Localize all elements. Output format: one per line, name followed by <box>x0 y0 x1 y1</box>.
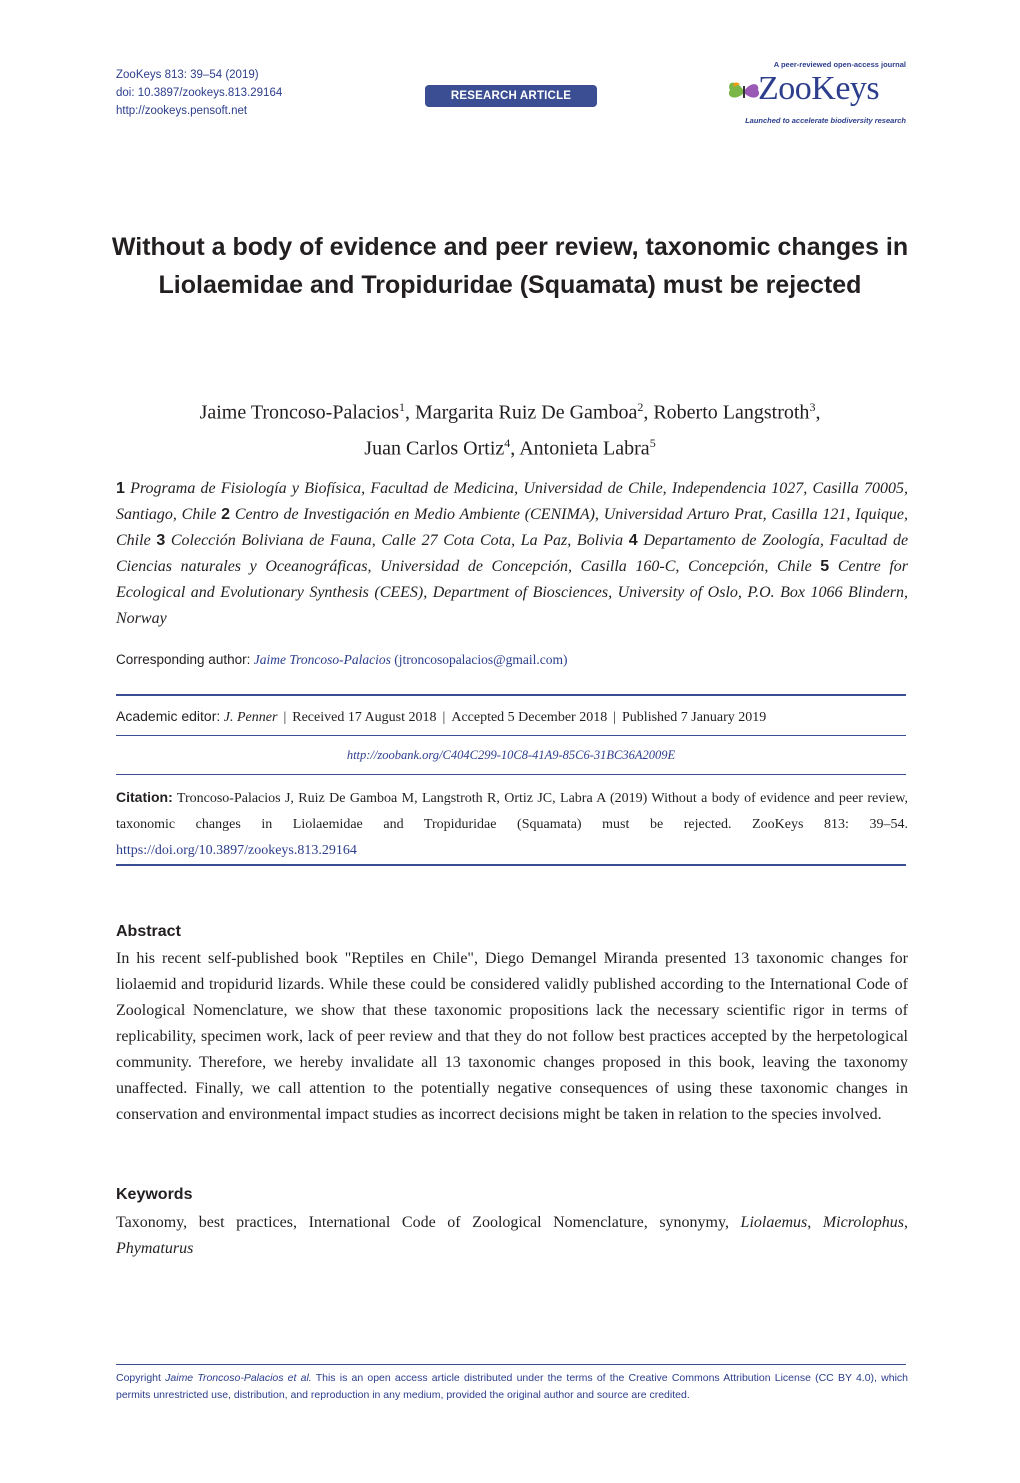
logo-tagline-top: A peer-reviewed open-access journal <box>773 60 906 69</box>
affiliation-text: Programa de Fisiología y Biofísica, Facultad de Medicina, Universidad de Chile, Independencia 1027, Casilla 70005, Santiago, Chile <box>116 480 909 523</box>
published-date: Published 7 January 2019 <box>622 710 767 725</box>
affiliation-number: 4 <box>628 532 638 549</box>
citation-text: Troncoso-Palacios J, Ruiz De Gamboa M, Langstroth R, Ortiz JC, Labra A (2019) Without a body of evidence and peer review, taxonomic changes in Liolaemidae and Tropiduridae (Squamata) must be rejected. ZooKeys 813: 39–54. <box>116 791 909 832</box>
butterfly-icon <box>726 76 762 106</box>
author-affiliation-number: 1 <box>399 400 405 414</box>
logo-brand: ZooKeys <box>758 70 880 107</box>
citation-label: Citation: <box>116 789 173 805</box>
author-separator: , <box>643 401 654 424</box>
copyright-text: This is an open access article distributed under the terms of the Creative Commons Attribution License (CC BY 4.0), which permits unrestricted use, distribution, and reproduction in any medium, provided the original author and source are credited. <box>116 1372 908 1401</box>
author-separator: , <box>405 401 415 424</box>
research-article-badge: RESEARCH ARTICLE <box>425 85 597 107</box>
affiliation-number: 3 <box>156 532 166 549</box>
editor-name: J. Penner <box>223 710 278 725</box>
author-affiliation-number: 4 <box>504 435 511 450</box>
author-affiliation-number: 3 <box>809 400 816 414</box>
author-name: Roberto Langstroth <box>653 401 810 424</box>
abstract-heading: Abstract <box>116 923 181 940</box>
divider-top <box>116 694 906 696</box>
citation <box>116 784 908 864</box>
divider-copyright <box>116 1364 906 1365</box>
keyword-genus: Microlophus <box>822 1214 904 1231</box>
author-affiliation-number: 5 <box>649 435 656 450</box>
journal-meta <box>116 66 282 120</box>
divider-zoobank <box>116 774 906 775</box>
copyright-notice <box>116 1370 908 1404</box>
citation-doi-link[interactable]: https://doi.org/10.3897/zookeys.813.29164 <box>116 843 357 858</box>
divider-dates <box>116 735 906 736</box>
doi-line[interactable]: doi: 10.3897/zookeys.813.29164 <box>116 87 283 99</box>
keywords-plain: Taxonomy, best practices, International Code of Zoological Nomenclature, synonymy, <box>116 1214 741 1231</box>
author-separator: , <box>815 401 821 424</box>
affiliation-text: Centre for Ecological and Evolutionary Synthesis (CEES), Department of Biosciences, University of Oslo, P.O. Box 1066 Blindern, Norway <box>116 558 909 627</box>
author-affiliation-number: 2 <box>637 400 644 414</box>
keyword-separator: , <box>807 1214 823 1231</box>
logo-tagline-bottom: Launched to accelerate biodiversity research <box>745 116 906 125</box>
affiliation-text: Centro de Investigación en Medio Ambiente (CENIMA), Universidad Arturo Prat, Casilla 121, Iquique, Chile <box>116 506 909 549</box>
affiliation-number: 1 <box>116 480 125 497</box>
divider-bottom <box>116 864 906 866</box>
journal-citation-line: ZooKeys 813: 39–54 (2019) <box>116 69 259 81</box>
author-name: Juan Carlos Ortiz <box>364 437 505 460</box>
corresponding-label: Corresponding author: <box>116 652 251 667</box>
keywords-text <box>116 1210 908 1262</box>
keyword-separator: , <box>904 1214 908 1231</box>
corresponding-email[interactable]: (jtroncosopalacios@gmail.com) <box>394 652 568 667</box>
zoobank-link[interactable]: http://zoobank.org/C404C299-10C8-41A9-85C6-31BC36A2009E <box>346 748 676 762</box>
keyword-genus: Phymaturus <box>116 1240 194 1257</box>
affiliation-number: 5 <box>820 558 830 575</box>
author-name: Margarita Ruiz De Gamboa <box>415 401 638 424</box>
affiliation-text: Colección Boliviana de Fauna, Calle 27 Cota Cota, La Paz, Bolivia <box>170 532 624 549</box>
author-list <box>100 392 920 463</box>
accepted-date: Accepted 5 December 2018 <box>451 710 608 725</box>
corresponding-author <box>116 652 567 668</box>
keywords-heading: Keywords <box>116 1186 193 1203</box>
author-name: Jaime Troncoso-Palacios <box>199 401 399 424</box>
affiliations <box>116 476 908 632</box>
received-date: Received 17 August 2018 <box>292 710 437 725</box>
article-dates: Academic editor: J. Penner | Received 17 August 2018 | Accepted 5 December 2018 | Published 7 January 2019 <box>116 708 767 725</box>
author-name: Antonieta Labra <box>519 437 650 460</box>
article-title: Without a body of evidence and peer review, taxonomic changes in Liolaemidae and Tropiduridae (Squamata) must be rejected <box>111 233 909 299</box>
author-separator: , <box>510 437 520 460</box>
affiliation-number: 2 <box>221 506 231 523</box>
editor-label: Academic editor: <box>116 708 221 724</box>
zookeys-logo[interactable] <box>726 60 908 126</box>
corresponding-name: Jaime Troncoso-Palacios <box>253 652 391 667</box>
copyright-holder: Jaime Troncoso-Palacios et al. <box>165 1372 312 1384</box>
journal-url[interactable]: http://zookeys.pensoft.net <box>116 105 248 117</box>
copyright-prefix: Copyright <box>116 1372 161 1384</box>
affiliation-text: Departamento de Zoología, Facultad de Ciencias naturales y Oceanográficas, Universidad de Concepción, Casilla 160-C, Concepción, Chile <box>116 532 909 575</box>
keyword-genus: Liolaemus <box>740 1214 808 1231</box>
abstract-text: In his recent self-published book "Reptiles en Chile", Diego Demangel Miranda presented 13 taxonomic changes for liolaemid and tropidurid lizards. While these could be considered validly published according to the International Code of Zoological Nomenclature, we show that these taxonomic propositions lack the necessary scientific rigor in terms of replicability, specimen work, lack of peer review and that they do not follow best practices accepted by the herpetological community. Therefore, we hereby invalidate all 13 taxonomic changes proposed in this book, leaving the taxonomy unaffected. Finally, we call attention to the potentially negative consequences of using these taxonomic changes in conservation and environmental impact studies as incorrect decisions might be taken in relation to the species involved. <box>116 950 908 1123</box>
